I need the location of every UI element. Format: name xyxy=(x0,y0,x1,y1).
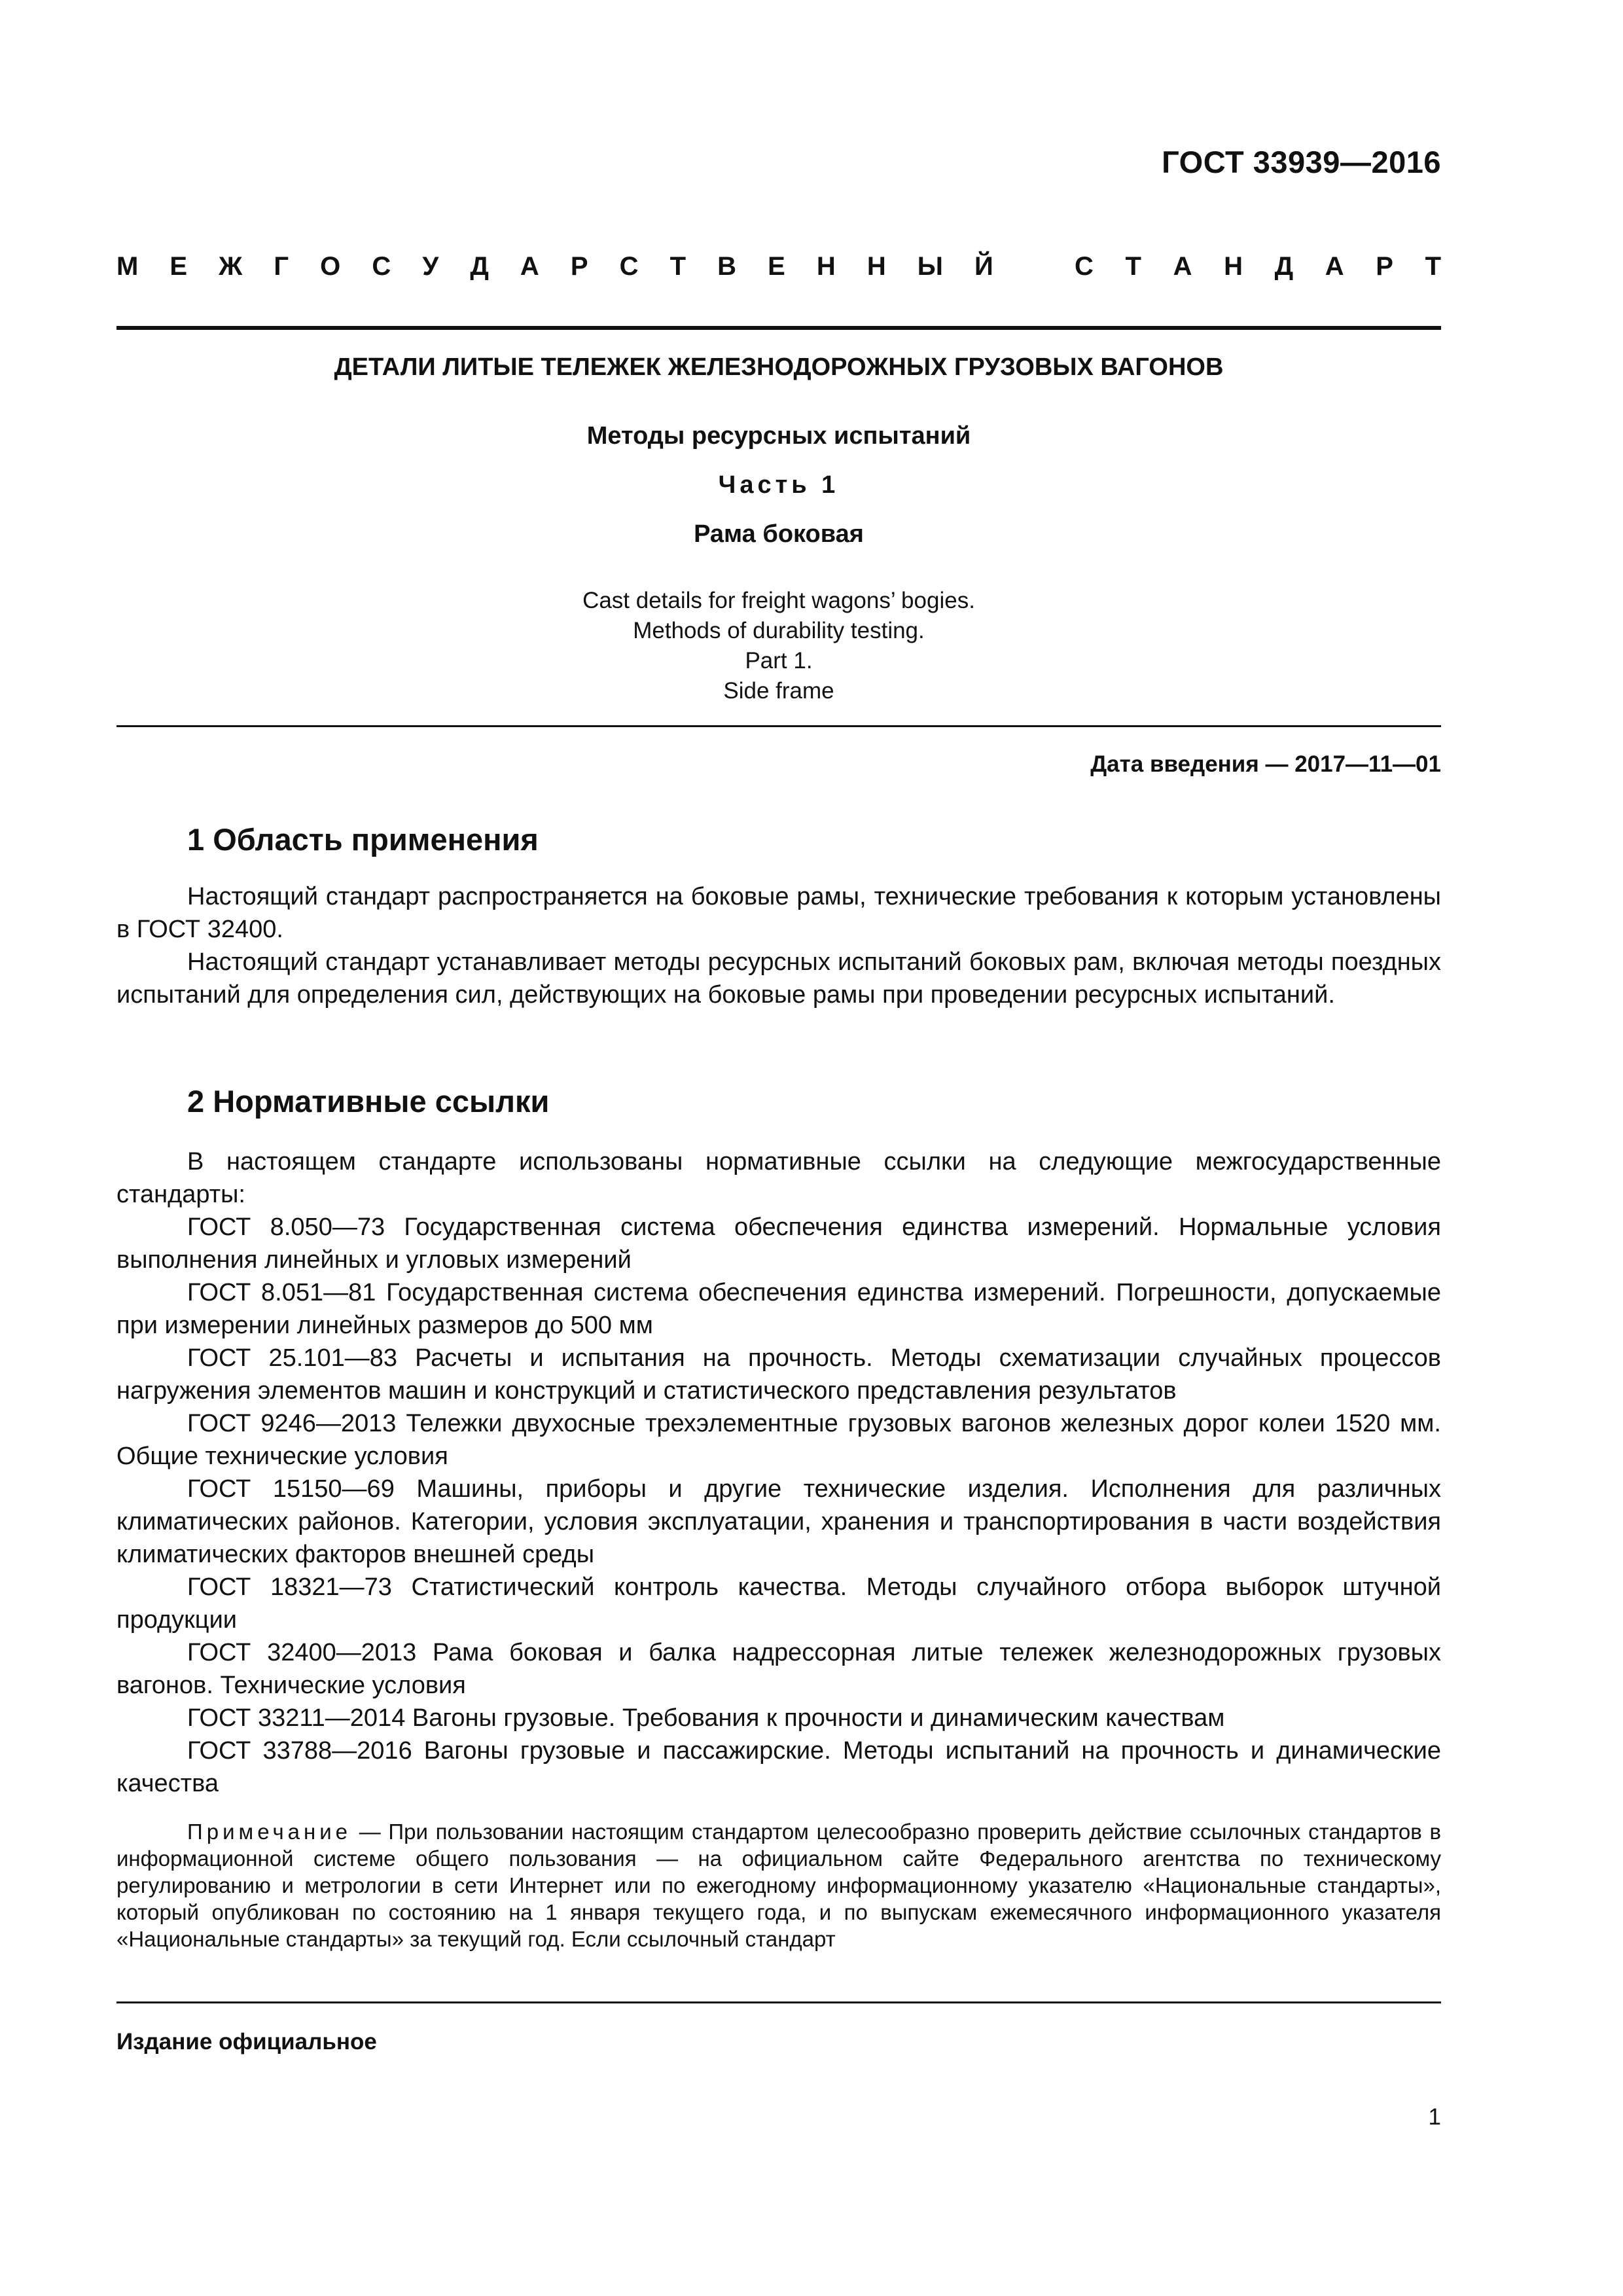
english-title-line: Side frame xyxy=(723,678,834,704)
document-id: ГОСТ 33939—2016 xyxy=(1162,145,1441,179)
heading-letter: А xyxy=(1173,252,1192,281)
standard-type-word-2 xyxy=(1075,252,1441,281)
page-number: 1 xyxy=(1428,2104,1441,2130)
section-heading-scope: 1 Область применения xyxy=(187,822,539,857)
heading-letter: Т xyxy=(1125,252,1141,281)
reference-item: ГОСТ 9246—2013 Тележки двухосные трехэлементные грузовых вагонов железных дорог колеи 1520 мм. Общие технические условия xyxy=(116,1410,1441,1470)
heading-letter: Н xyxy=(1224,252,1243,281)
standard-type-heading xyxy=(116,252,1441,281)
footer-rule xyxy=(116,2001,1441,2003)
heading-letter: А xyxy=(520,252,539,281)
heading-letter: Д xyxy=(1274,252,1294,281)
section-body-scope xyxy=(116,880,1441,1011)
reference-item: ГОСТ 32400—2013 Рама боковая и балка надрессорная литые тележек железнодорожных грузовых вагонов. Технические условия xyxy=(116,1639,1441,1699)
heading-letter: С xyxy=(619,252,639,281)
heading-letter: Р xyxy=(1376,252,1393,281)
paragraph: Настоящий стандарт устанавливает методы ресурсных испытаний боковых рам, включая методы поездных испытаний для определения сил, действующих на боковые рамы при проведении ресурсных испытаний. xyxy=(116,948,1441,1009)
heading-letter: У xyxy=(422,252,439,281)
section-heading-references: 2 Нормативные ссылки xyxy=(187,1084,550,1119)
paragraph: В настоящем стандарте использованы нормативные ссылки на следующие межгосударственные стандарты: xyxy=(116,1148,1441,1208)
heading-letter: А xyxy=(1325,252,1344,281)
reference-item: ГОСТ 33211—2014 Вагоны грузовые. Требования к прочности и динамическим качествам xyxy=(187,1704,1225,1732)
english-title-line: Methods of durability testing. xyxy=(633,618,925,643)
heading-letter: Т xyxy=(669,252,687,281)
reference-item: ГОСТ 18321—73 Статистический контроль качества. Методы случайного отбора выборок штучной продукции xyxy=(116,1573,1441,1634)
english-title-line: Part 1. xyxy=(745,648,813,673)
heading-letter: С xyxy=(372,252,391,281)
heading-letter: Ы xyxy=(917,252,943,281)
heading-letter: О xyxy=(320,252,341,281)
paragraph: Настоящий стандарт распространяется на боковые рамы, технические требования к которым установлены в ГОСТ 32400. xyxy=(116,883,1441,943)
heading-letter: Р xyxy=(570,252,588,281)
heading-letter: Г xyxy=(274,252,289,281)
reference-item: ГОСТ 33788—2016 Вагоны грузовые и пассажирские. Методы испытаний на прочность и динамические качества xyxy=(116,1737,1441,1797)
heading-letter: В xyxy=(717,252,736,281)
heading-letter: М xyxy=(116,252,139,281)
note-text: — При пользовании настоящим стандартом целесообразно проверить действие ссылочных стандартов в информационной системе общего пользования — на официальном сайте Федерального агентства по техническому регулированию и метрологии в сети Интернет или по ежегодному информационному указателю «Национальные стандарты», который опубликован по состоянию на 1 января текущего года, и по выпускам ежемесячного информационного указателя «Национальные стандарты» за текущий год. Если ссылочный стандарт xyxy=(116,1820,1441,1951)
heading-letter: Е xyxy=(169,252,188,281)
section-body-references xyxy=(116,1145,1441,1800)
standard-type-word-1 xyxy=(116,252,993,281)
heading-letter: Й xyxy=(974,252,993,281)
heading-letter: Д xyxy=(470,252,489,281)
heading-letter: Ж xyxy=(219,252,243,281)
reference-item: ГОСТ 8.050—73 Государственная система обеспечения единства измерений. Нормальные условия выполнения линейных и угловых измерений xyxy=(116,1213,1441,1274)
heading-letter: Н xyxy=(866,252,886,281)
document-subtitle-methods: Методы ресурсных испытаний xyxy=(586,422,971,450)
heading-letter: Т xyxy=(1425,252,1441,281)
reference-item: ГОСТ 15150—69 Машины, приборы и другие технические изделия. Исполнения для различных климатических районов. Категории, условия эксплуатации, хранения и транспортирования в части воздействия климатических факторов внешней среды xyxy=(116,1475,1441,1568)
reference-item: ГОСТ 25.101—83 Расчеты и испытания на прочность. Методы схематизации случайных процессов нагружения элементов машин и конструкций и статистического представления результатов xyxy=(116,1344,1441,1405)
note-label: Примечание xyxy=(187,1820,352,1844)
document-subtitle-name: Рама боковая xyxy=(694,520,864,548)
edition-label: Издание официальное xyxy=(116,2029,377,2054)
introduction-date: Дата введения — 2017—11—01 xyxy=(1090,751,1441,777)
english-title xyxy=(116,586,1441,706)
title-rule xyxy=(116,725,1441,727)
header-rule xyxy=(116,326,1441,330)
note-block xyxy=(116,1818,1441,1952)
english-title-line: Cast details for freight wagons’ bogies. xyxy=(582,588,975,613)
note-paragraph xyxy=(116,1818,1441,1952)
heading-letter: С xyxy=(1075,252,1094,281)
heading-letter: Н xyxy=(816,252,836,281)
heading-letter: Е xyxy=(768,252,785,281)
document-title: ДЕТАЛИ ЛИТЫЕ ТЕЛЕЖЕК ЖЕЛЕЗНОДОРОЖНЫХ ГРУЗОВЫХ ВАГОНОВ xyxy=(334,353,1224,381)
reference-item: ГОСТ 8.051—81 Государственная система обеспечения единства измерений. Погрешности, допускаемые при измерении линейных размеров до 500 мм xyxy=(116,1279,1441,1339)
document-subtitle-part: Часть 1 xyxy=(718,471,840,499)
